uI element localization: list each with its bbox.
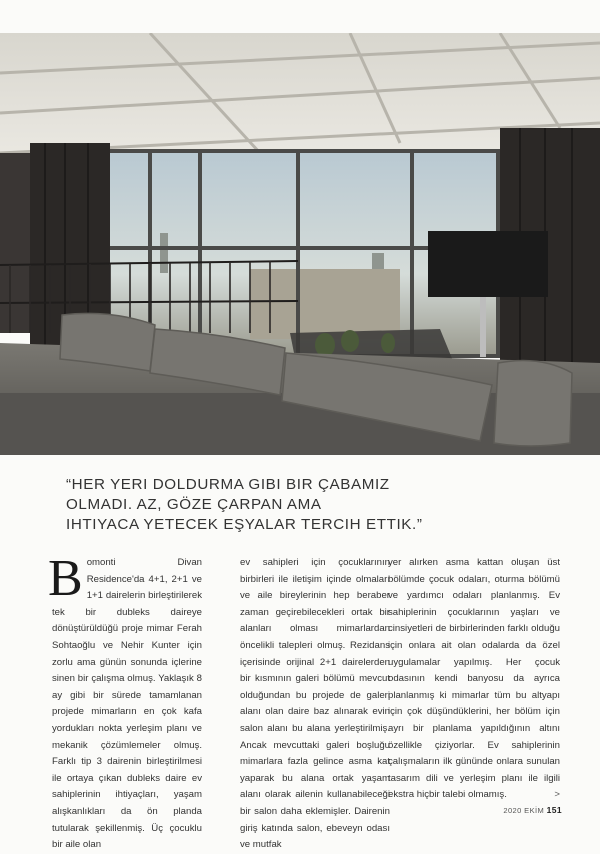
pull-quote (66, 475, 536, 535)
article-column-3 (388, 555, 560, 804)
page-number: 151 (546, 805, 562, 815)
pull-quote-line: “HER YERI DOLDURMA GIBI BIR ÇABAMIZ (66, 476, 390, 493)
article-column-2 (240, 555, 390, 854)
page-footer (503, 805, 562, 815)
pull-quote-line: IHTIYACA YETECEK EŞYALAR TERCIH ETTIK.” (66, 516, 423, 533)
issue-date: 2020 EKİM (503, 806, 545, 815)
column-text: yer alırken asma kattan oluşan üst bölümde çocuk odaları, oturma bölümü ve yardımcı odaları planlanmış. Ev sahiplerinin çocuklarının yaşları ve cinsiyetleri de birbirlerinden farklı olduğu için onlara ait olan odalarda da özel uygulamalar yapılmış. Her çocuk odasının kendi banyosu da ayrıca planlanmış ki mimarlar tüm bu altyapı için çok düşündüklerini, her bölüm için ayrı bir planlama yapıldığının altını özellikle çiziyorlar. Ev sahiplerinin çalışmaların ilk gününde onlara sunulan tasarım dili ve yerleşim planı ile ilgili ekstra hiçbir talebi olmamış. (388, 557, 560, 801)
living-room-illustration (0, 33, 600, 455)
continue-arrow-icon: > (554, 789, 560, 801)
column-text: ev sahipleri için çocuklarının birbirleri ile iletişim içinde olmaları ve aile bireylerinin hep beraber zaman geçirebilecekleri ortak bir alanları olması mimarlardan öncelikli talepleri olmuş. Rezidans içerisinde orijinal 2+1 dairelerden bir kısmının galeri bölümü mevcut olduğundan bu projede de galeri alanı olan daire baz alınarak evin salon alanı bu alana yerleştirilmiş. Ancak mevcuttaki galeri boşluğu mimarlara fazla gelince asma kat yaparak bu alana ortak yaşam alanı olarak ailenin kullanabileceği bir salon daha eklemişler. Dairenin giriş katında salon, ebeveyn odası ve mutfak (240, 557, 390, 851)
drop-cap: B (48, 550, 83, 607)
interior-photo (0, 33, 600, 455)
article-column-1 (48, 550, 202, 854)
pull-quote-line: OLMADI. AZ, GÖZE ÇARPAN AMA (66, 496, 322, 513)
column-text: omonti Divan Residence'da 4+1, 2+1 ve 1+1 dairelerin birleştirilerek tek bir dubleks daireye dönüştürüldüğü proje mimar Ferah Sohtaoğlu ve Nehir Kunter için zorlu ama günün sonunda içlerine sinen bir çalışma olmuş. Yaklaşık 8 ay gibi bir sürede tamamlanan projede mimarların en çok kafa yordukları nokta yerleşim planı ve mekanik çözümlemeler olmuş. Farklı tip 3 dairenin birleştirilmesi ile ortaya çıkan dubleks daire ev sahiplerinin ihtiyaçları, yaşam alışkanlıkları da ön planda tutularak şekillenmiş. Üç çocuklu bir aile olan (52, 557, 202, 851)
